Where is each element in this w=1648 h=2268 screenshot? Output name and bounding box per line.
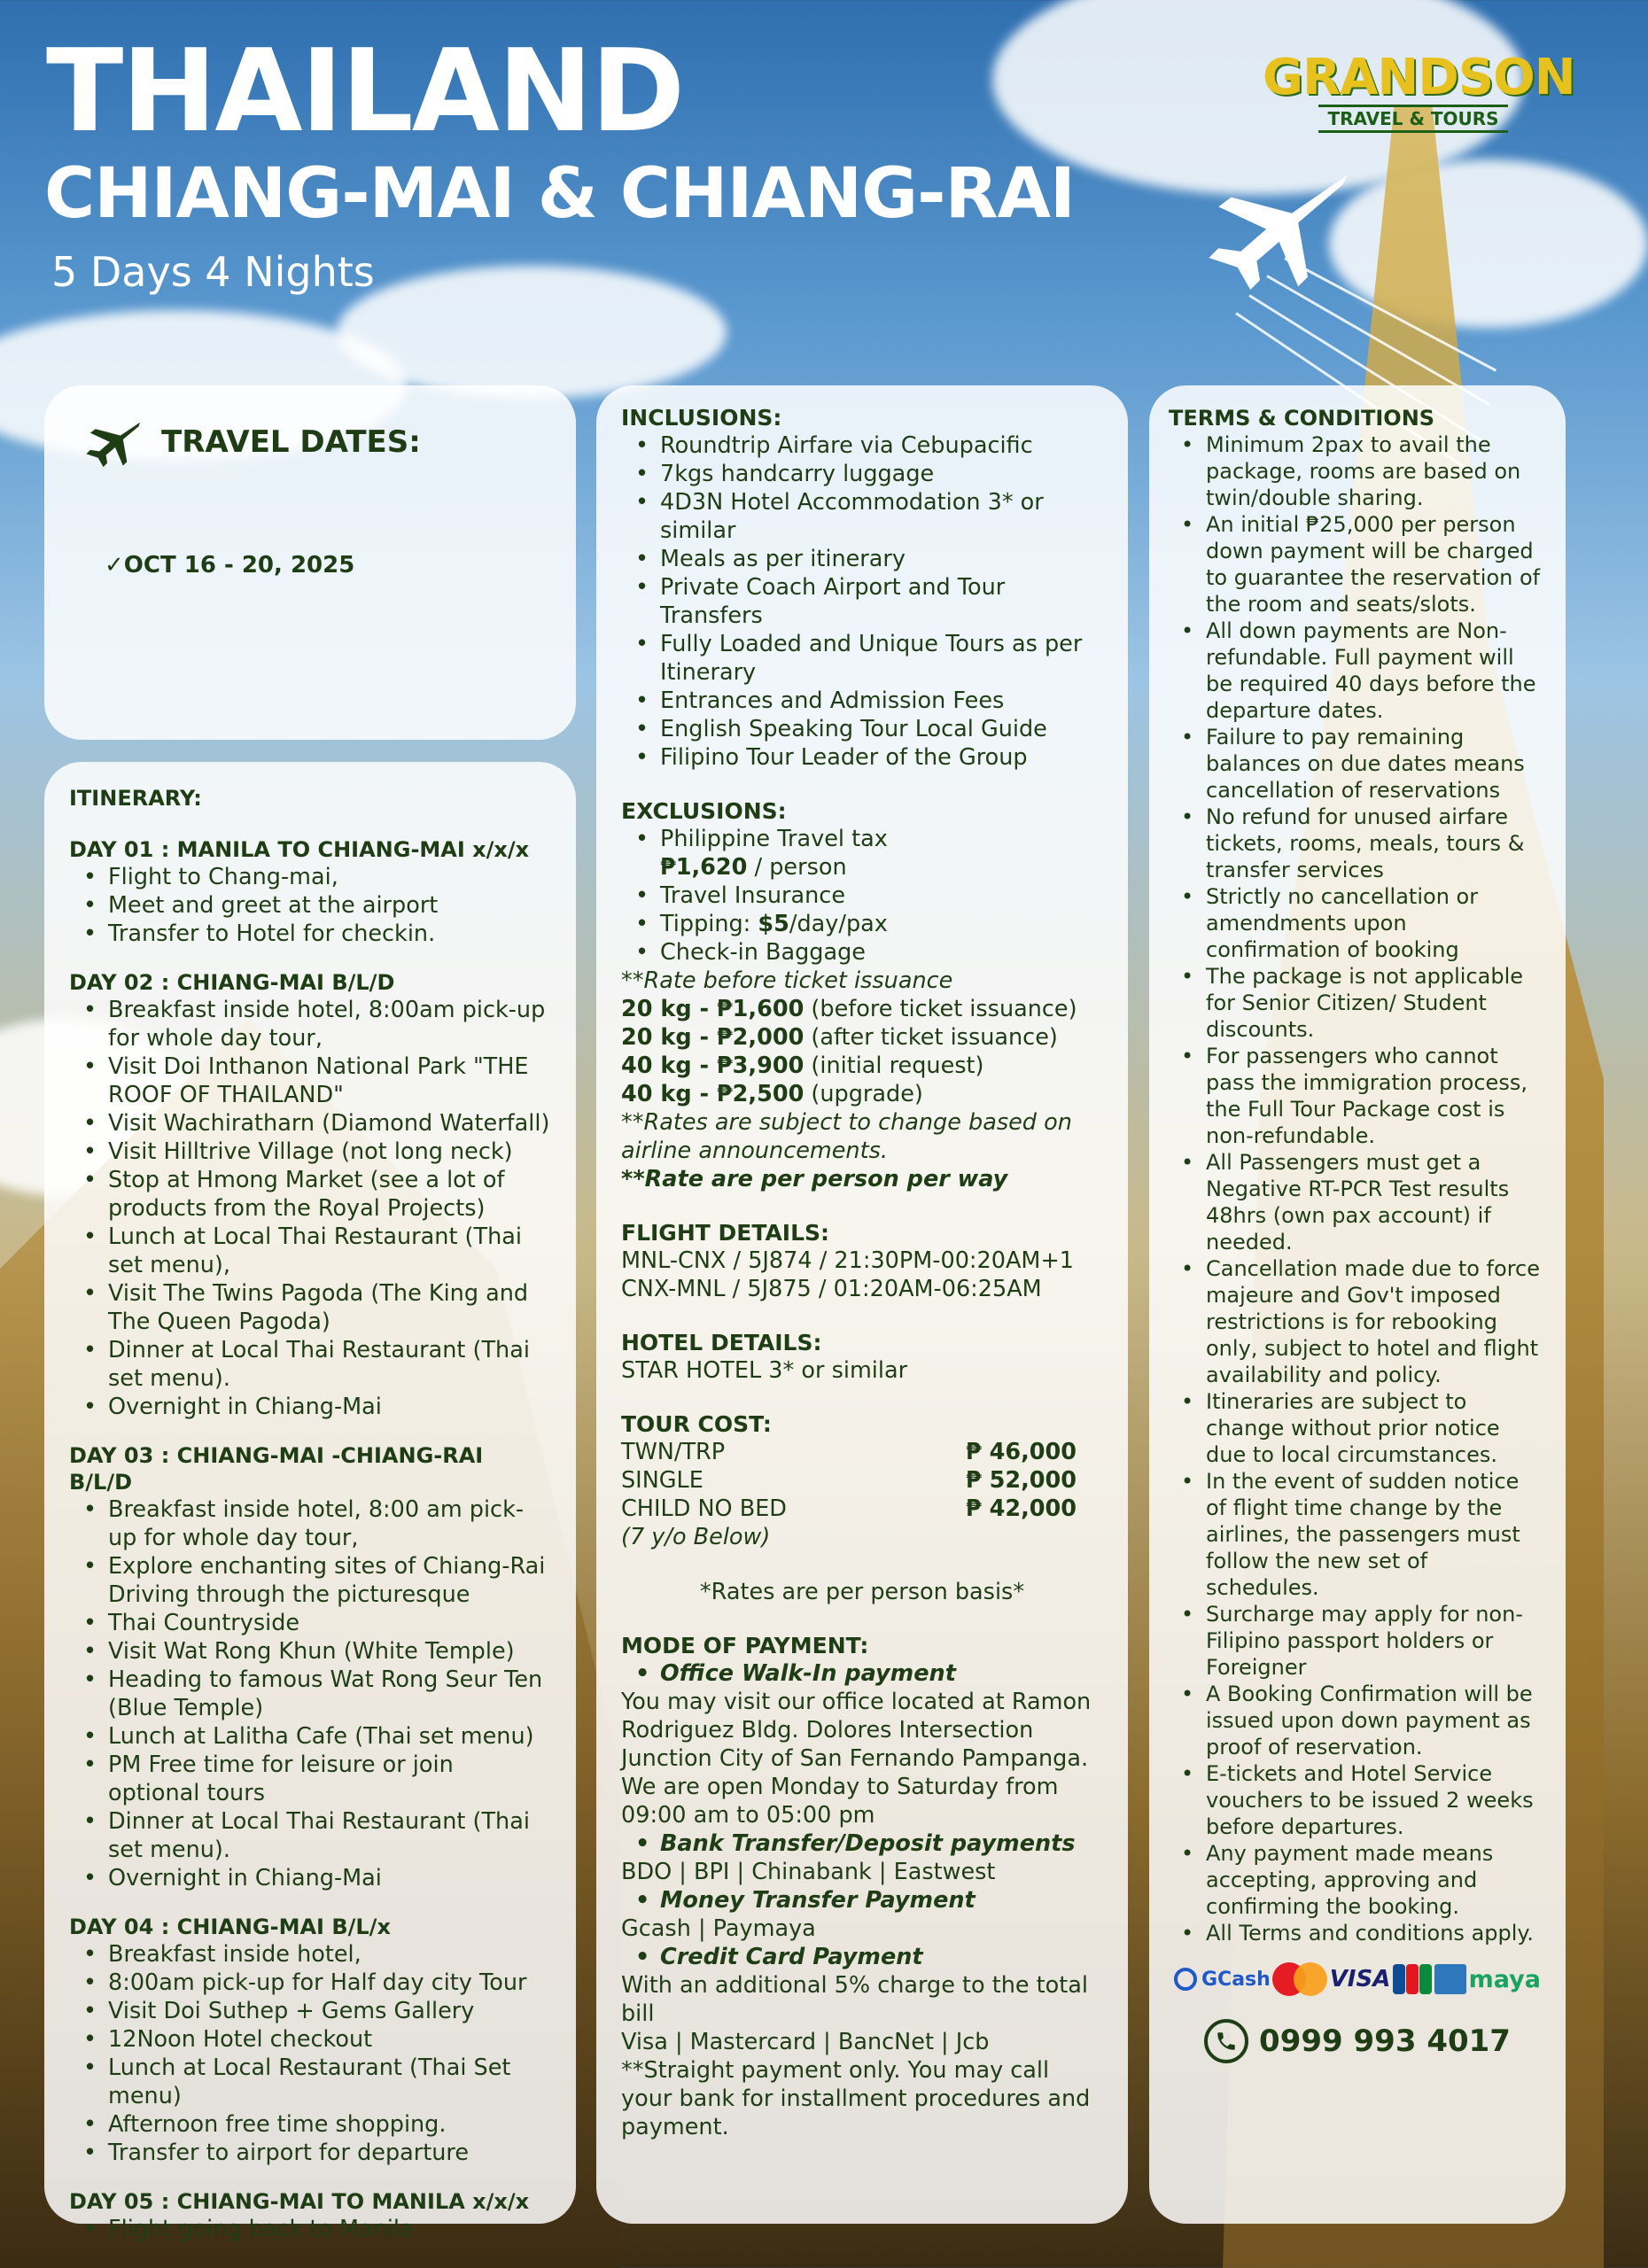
list-item [621, 910, 1103, 938]
jcb-stripe [1393, 1964, 1405, 1994]
list-item: • E-tickets and Hotel Service vouchers to be issued 2 weeks before departures. [1169, 1760, 1546, 1840]
list-item: • Breakfast inside hotel, [69, 1940, 551, 1969]
cost-price: ₱ 52,000 [965, 1467, 1077, 1494]
list-item: • English Speaking Tour Local Guide [621, 715, 1103, 743]
cost-label: SINGLE [621, 1467, 704, 1494]
itinerary-panel [44, 762, 576, 2242]
baggage-rate-row [621, 1080, 1103, 1108]
payment-method-text: With an additional 5% charge to the total bill [621, 1972, 1088, 2027]
list-item: • Minimum 2pax to avail the package, rooms are based on twin/double sharing. [1169, 431, 1546, 511]
trip-duration: 5 Days 4 Nights [51, 248, 375, 296]
per-person-note: **Rate are per person per way [621, 1166, 1008, 1192]
list-item: • All down payments are Non-refundable. Full payment will be required 40 days before the departure dates. [1169, 617, 1546, 724]
list-item: • Overnight in Chiang-Mai [69, 1393, 551, 1421]
list-item: • Lunch at Local Restaurant (Thai Set menu) [69, 2054, 551, 2110]
hotel-line: STAR HOTEL 3* or similar [621, 1357, 908, 1384]
day-title: DAY 03 : CHIANG-MAI -CHIANG-RAI B/L/D [69, 1443, 484, 1495]
tipping-amount: $5 [758, 911, 789, 937]
card-note: **Straight payment only. You may call your bank for installment procedures and payment. [621, 2057, 1091, 2140]
list-item: • Meals as per itinerary [621, 545, 1103, 573]
list-item: • All Passengers must get a Negative RT-PCR Test results 48hrs (own pax account) if needed. [1169, 1149, 1546, 1255]
tax-amount: ₱1,620 [660, 854, 748, 881]
visa-logo: VISA [1329, 1966, 1391, 1992]
flight-line: MNL-CNX / 5J874 / 21:30PM-00:20AM+1 [621, 1247, 1074, 1274]
list-item: • Private Coach Airport and Tour Transfers [621, 573, 1103, 630]
baggage-rate: 20 kg - ₱1,600 [621, 996, 805, 1022]
inclusions-title: INCLUSIONS: [621, 405, 782, 431]
baggage-rate-note: (upgrade) [804, 1081, 923, 1107]
payment-method-title: • Office Walk-In payment [621, 1659, 1103, 1688]
travel-dates-header [80, 414, 421, 470]
list-item: • Failure to pay remaining balances on due dates means cancellation of reservations [1169, 724, 1546, 804]
list-item: • Entrances and Admission Fees [621, 687, 1103, 715]
list-item: • In the event of sudden notice of flight time change by the airlines, the passengers must follow the new set of schedules. [1169, 1468, 1546, 1601]
payment-method-title: • Money Transfer Payment [621, 1886, 1103, 1915]
airplane-icon [80, 414, 145, 470]
list-item: • Surcharge may apply for non-Filipino passport holders or Foreigner [1169, 1601, 1546, 1681]
flight-title: FLIGHT DETAILS: [621, 1220, 830, 1246]
card-types: Visa | Mastercard | BancNet | Jcb [621, 2029, 990, 2055]
list-item: • Dinner at Local Thai Restaurant (Thai set menu). [69, 1336, 551, 1393]
list-item: • Flight going back to Manila [69, 2215, 551, 2243]
itinerary-day-3 [69, 1442, 551, 1892]
list-item: • 4D3N Hotel Accommodation 3* or similar [621, 488, 1103, 545]
jcb-stripe [1406, 1964, 1419, 1994]
flight-details-section [621, 1220, 1103, 1303]
gcash-text: GCash [1201, 1968, 1271, 1991]
hotel-details-section [621, 1330, 1103, 1385]
day-title: DAY 02 : CHIANG-MAI B/L/D [69, 970, 395, 995]
list-item: • Visit Doi Suthep + Gems Gallery [69, 1997, 551, 2025]
exclusions-section [621, 798, 1103, 1193]
list-item: • Overnight in Chiang-Mai [69, 1864, 551, 1892]
list-item: • Any payment made means accepting, approving and confirming the booking. [1169, 1840, 1546, 1920]
list-item: • The package is not applicable for Senior Citizen/ Student discounts. [1169, 963, 1546, 1043]
list-item: • Meet and greet at the airport [69, 891, 551, 920]
payment-logos [1169, 1962, 1546, 1996]
list-item: • No refund for unused airfare tickets, rooms, meals, tours & transfer services [1169, 804, 1546, 883]
tipping-prefix: Tipping: [660, 911, 758, 937]
logo-sub-text: TRAVEL & TOURS [1318, 105, 1507, 133]
travel-date: ✓OCT 16 - 20, 2025 [105, 552, 355, 579]
baggage-rate-note: (before ticket issuance) [804, 996, 1077, 1022]
list-item: • Itineraries are subject to change without prior notice due to local circumstances. [1169, 1388, 1546, 1468]
payment-method-text: You may visit our office located at Ramon Rodriguez Bldg. Dolores Intersection Junction City of San Fernando Pampanga. We are open Monday to Saturday from 09:00 am to 05:00 pm [621, 1689, 1092, 1829]
logo-main-text: GRANDSON [1263, 49, 1575, 106]
maya-logo: maya [1468, 1965, 1541, 1993]
cost-price: ₱ 46,000 [965, 1439, 1077, 1465]
list-item: • Visit Hilltrive Village (not long neck) [69, 1138, 551, 1166]
baggage-rate: 40 kg - ₱2,500 [621, 1081, 805, 1107]
list-item: • Check-in Baggage [621, 938, 1103, 967]
list-item: • Roundtrip Airfare via Cebupacific [621, 431, 1103, 460]
list-item: • Flight to Chang-mai, [69, 863, 551, 891]
list-item: • Afternoon free time shopping. [69, 2110, 551, 2139]
inclusions-section [621, 405, 1103, 772]
exclusions-title: EXCLUSIONS: [621, 798, 787, 824]
list-item: • For passengers who cannot pass the immigration process, the Full Tour Package cost is non-refundable. [1169, 1043, 1546, 1149]
day-title: DAY 04 : CHIANG-MAI B/L/x [69, 1915, 391, 1939]
itinerary-day-1 [69, 836, 551, 948]
cost-price: ₱ 42,000 [965, 1495, 1077, 1522]
jcb-stripe [1419, 1964, 1432, 1994]
itinerary-day-4 [69, 1914, 551, 2167]
baggage-rate-row [621, 995, 1103, 1023]
package-details-panel [596, 385, 1128, 2224]
list-item: • Visit Wachiratharn (Diamond Waterfall) [69, 1109, 551, 1138]
tax-unit: / person [747, 854, 847, 881]
flight-line: CNX-MNL / 5J875 / 01:20AM-06:25AM [621, 1276, 1042, 1302]
list-item: • Cancellation made due to force majeure and Gov't imposed restrictions is for rebooking only, subject to hotel and flight availability and policy. [1169, 1255, 1546, 1388]
page-subtitle: CHIANG-MAI & CHIANG-RAI [44, 154, 1075, 234]
payment-section [621, 1633, 1103, 2141]
baggage-rate-note: (after ticket issuance) [804, 1024, 1058, 1051]
cost-row [621, 1466, 1103, 1495]
company-logo [1263, 49, 1575, 133]
list-item: • Filipino Tour Leader of the Group [621, 743, 1103, 772]
list-item: • Explore enchanting sites of Chiang-Rai Driving through the picturesque [69, 1552, 551, 1609]
gcash-logo [1174, 1968, 1271, 1991]
list-item: • Travel Insurance [621, 882, 1103, 910]
list-item: • Dinner at Local Thai Restaurant (Thai set menu). [69, 1807, 551, 1864]
list-item: • Thai Countryside [69, 1609, 551, 1637]
payment-method-title: • Credit Card Payment [621, 1943, 1103, 1971]
list-item: • Lunch at Local Thai Restaurant (Thai set menu), [69, 1223, 551, 1279]
list-item: • PM Free time for leisure or join optional tours [69, 1751, 551, 1807]
mastercard-yellow-circle [1294, 1962, 1327, 1996]
cost-row [621, 1495, 1103, 1523]
terms-title: TERMS & CONDITIONS [1169, 406, 1435, 431]
itinerary-title: ITINERARY: [69, 786, 202, 811]
child-note: (7 y/o Below) [621, 1524, 771, 1550]
list-item: • Stop at Hmong Market (see a lot of products from the Royal Projects) [69, 1166, 551, 1223]
list-item: • Heading to famous Wat Rong Seur Ten (Blue Temple) [69, 1666, 551, 1722]
cost-row [621, 1438, 1103, 1466]
list-item: • 12Noon Hotel checkout [69, 2025, 551, 2054]
baggage-rate: 40 kg - ₱3,900 [621, 1052, 805, 1079]
payment-title: MODE OF PAYMENT: [621, 1633, 869, 1658]
phone-number: 0999 993 4017 [1259, 2023, 1511, 2059]
day-title: DAY 01 : MANILA TO CHIANG-MAI x/x/x [69, 837, 530, 862]
page-title: THAILAND [46, 26, 684, 158]
tipping-suffix: /day/pax [789, 911, 888, 937]
payment-method-text: BDO | BPI | Chinabank | Eastwest [621, 1859, 996, 1885]
payment-method-text: Gcash | Paymaya [621, 1915, 816, 1942]
change-note: **Rates are subject to change based on airline announcements. [621, 1109, 1072, 1164]
tax-label: Philippine Travel tax [660, 826, 888, 852]
itinerary-day-5 [69, 2188, 551, 2243]
gcash-icon [1174, 1968, 1197, 1991]
payment-method-title: • Bank Transfer/Deposit payments [621, 1829, 1103, 1858]
mastercard-logo [1272, 1962, 1327, 1996]
list-item: • Transfer to Hotel for checkin. [69, 920, 551, 948]
basis-note: *Rates are per person basis* [699, 1579, 1025, 1605]
contact-phone [1169, 2019, 1546, 2063]
list-item: • Transfer to airport for departure [69, 2139, 551, 2167]
list-item: • Visit The Twins Pagoda (The King and The Queen Pagoda) [69, 1279, 551, 1336]
list-item: • Breakfast inside hotel, 8:00 am pick-up for whole day tour, [69, 1495, 551, 1552]
list-item: • 7kgs handcarry luggage [621, 460, 1103, 488]
baggage-rate-row [621, 1023, 1103, 1052]
itinerary-day-2 [69, 969, 551, 1421]
jcb-logo [1393, 1964, 1433, 1994]
travel-dates-panel [44, 385, 576, 740]
list-item: • Visit Doi Inthanon National Park "THE ROOF OF THAILAND" [69, 1052, 551, 1109]
list-item: • A Booking Confirmation will be issued upon down payment as proof of reservation. [1169, 1681, 1546, 1760]
cloud [337, 266, 727, 399]
tour-cost-section [621, 1411, 1103, 1606]
list-item: • An initial ₱25,000 per person down payment will be charged to guarantee the reservation of the room and seats/slots. [1169, 511, 1546, 617]
tour-cost-title: TOUR COST: [621, 1411, 772, 1437]
list-item: • Strictly no cancellation or amendments upon confirmation of booking [1169, 883, 1546, 963]
amex-logo [1434, 1964, 1466, 1994]
list-item: • Fully Loaded and Unique Tours as per Itinerary [621, 630, 1103, 687]
cost-label: TWN/TRP [621, 1439, 726, 1465]
list-item: • Lunch at Lalitha Cafe (Thai set menu) [69, 1722, 551, 1751]
baggage-rate-row [621, 1052, 1103, 1080]
phone-glyph [1215, 2030, 1238, 2053]
airplane-icon [1196, 159, 1356, 292]
rate-note: **Rate before ticket issuance [621, 967, 953, 994]
terms-panel [1149, 385, 1566, 2224]
travel-dates-title: TRAVEL DATES: [161, 424, 421, 460]
list-item: • Breakfast inside hotel, 8:00am pick-up for whole day tour, [69, 996, 551, 1052]
cost-label: CHILD NO BED [621, 1495, 787, 1522]
hotel-title: HOTEL DETAILS: [621, 1330, 822, 1355]
list-item: • All Terms and conditions apply. [1169, 1920, 1546, 1946]
list-item: • 8:00am pick-up for Half day city Tour [69, 1969, 551, 1997]
baggage-rate-note: (initial request) [804, 1052, 984, 1079]
phone-icon [1204, 2019, 1248, 2063]
list-item [621, 825, 1103, 882]
baggage-rate: 20 kg - ₱2,000 [621, 1024, 805, 1051]
day-title: DAY 05 : CHIANG-MAI TO MANILA x/x/x [69, 2189, 530, 2214]
list-item: • Visit Wat Rong Khun (White Temple) [69, 1637, 551, 1666]
